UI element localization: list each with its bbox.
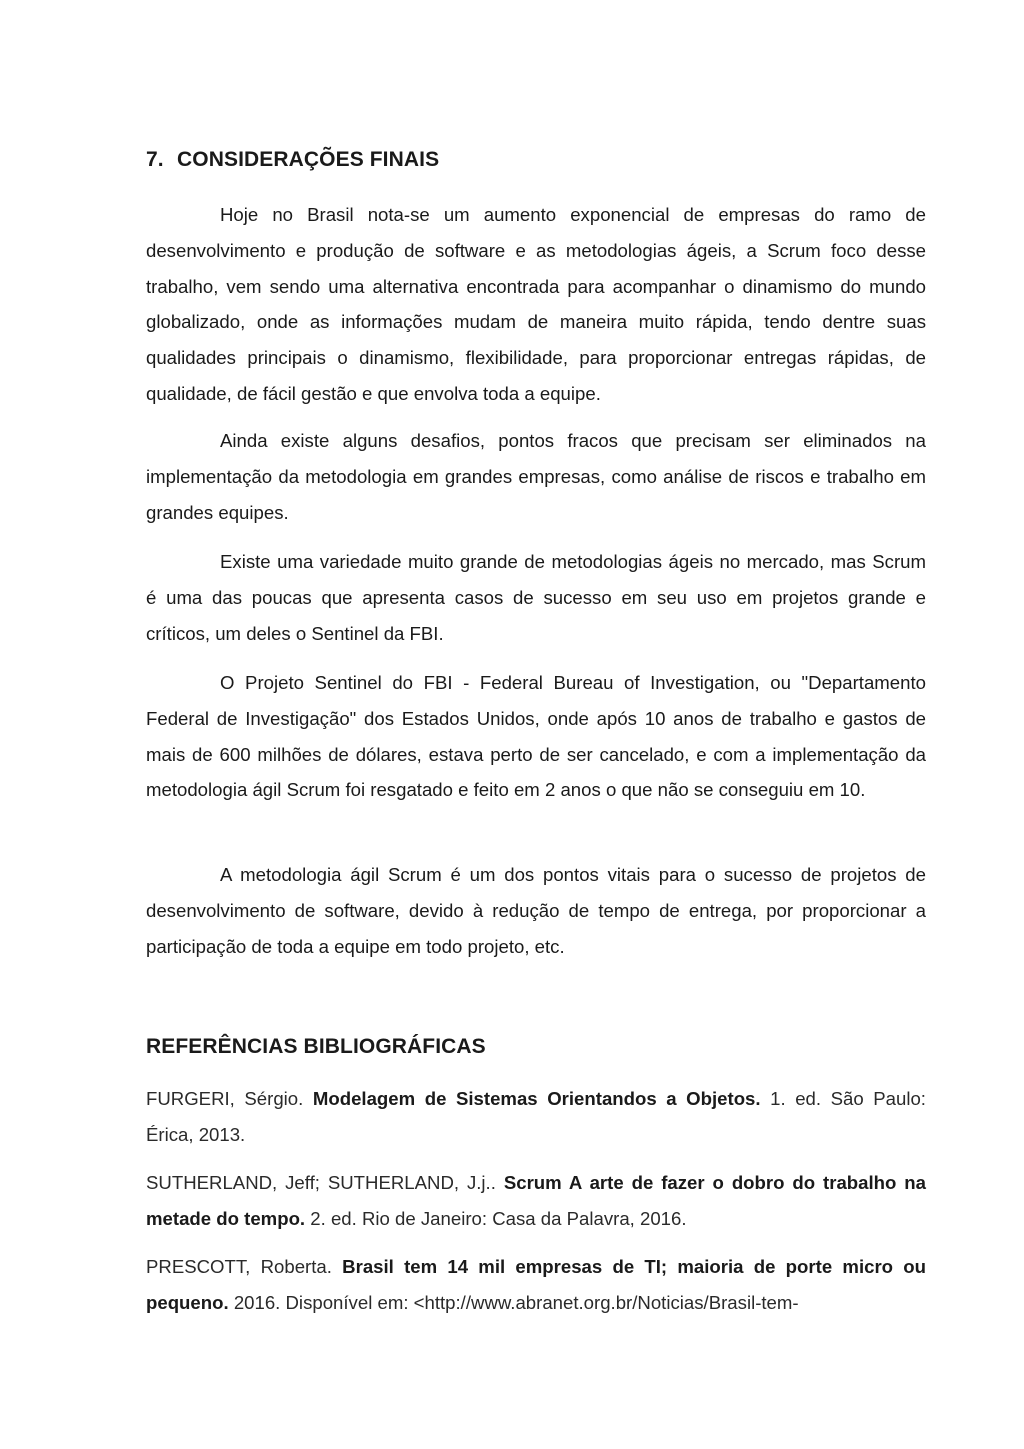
paragraph: Ainda existe alguns desafios, pontos fracos que precisam ser eliminados na implementação da metodologia em grandes empresas, como análise de riscos e trabalho em grandes equipes.	[146, 430, 926, 523]
reference-author: PRESCOTT, Roberta.	[146, 1256, 332, 1277]
reference-details: 1. ed. São Paulo: Érica, 2013.	[146, 1088, 926, 1145]
reference-title: Brasil tem 14 mil empresas de TI; maioria de porte micro ou pequeno.	[146, 1256, 926, 1313]
paragraph: Hoje no Brasil nota-se um aumento exponencial de empresas do ramo de desenvolvimento e produção de software e as metodologias ágeis, a Scrum foco desse trabalho, vem sendo uma alternativa encontrada para acompanhar o dinamismo do mundo globalizado, onde as informações mudam de maneira muito rápida, tendo dentre suas qualidades principais o dinamismo, flexibilidade, para proporcionar entregas rápidas, de qualidade, de fácil gestão e que envolva toda a equipe.	[146, 204, 926, 404]
section-title-text: CONSIDERAÇÕES FINAIS	[177, 148, 440, 171]
section-title-references	[146, 1035, 486, 1059]
section-title-conclusions	[146, 148, 439, 172]
reference-title: Modelagem de Sistemas Orientandos a Objetos.	[312, 1088, 761, 1109]
reference-entry	[146, 1165, 926, 1237]
reference-entry	[146, 1249, 926, 1321]
reference-author: FURGERI, Sérgio.	[146, 1088, 304, 1109]
section-title-text: REFERÊNCIAS BIBLIOGRÁFICAS	[146, 1035, 486, 1058]
reference-title: Scrum A arte de fazer o dobro do trabalho na metade do tempo.	[146, 1172, 926, 1229]
reference-author: SUTHERLAND, Jeff; SUTHERLAND, J.j..	[146, 1172, 496, 1193]
reference-details: 2016. Disponível em: <http://www.abranet.org.br/Noticias/Brasil-tem-	[233, 1292, 799, 1313]
reference-details: 2. ed. Rio de Janeiro: Casa da Palavra, 2016.	[310, 1208, 687, 1229]
paragraph: Existe uma variedade muito grande de metodologias ágeis no mercado, mas Scrum é uma das poucas que apresenta casos de sucesso em seu uso em projetos grande e críticos, um deles o Sentinel da FBI.	[146, 551, 926, 644]
paragraph: A metodologia ágil Scrum é um dos pontos vitais para o sucesso de projetos de desenvolvimento de software, devido à redução de tempo de entrega, por proporcionar a participação de toda a equipe em todo projeto, etc.	[146, 864, 926, 957]
section-number: 7.	[146, 148, 164, 171]
reference-entry	[146, 1081, 926, 1153]
paragraph: O Projeto Sentinel do FBI - Federal Bureau of Investigation, ou "Departamento Federal de Investigação" dos Estados Unidos, onde após 10 anos de trabalho e gastos de mais de 600 milhões de dólares, estava perto de ser cancelado, e com a implementação da metodologia ágil Scrum foi resgatado e feito em 2 anos o que não se conseguiu em 10.	[146, 672, 926, 801]
